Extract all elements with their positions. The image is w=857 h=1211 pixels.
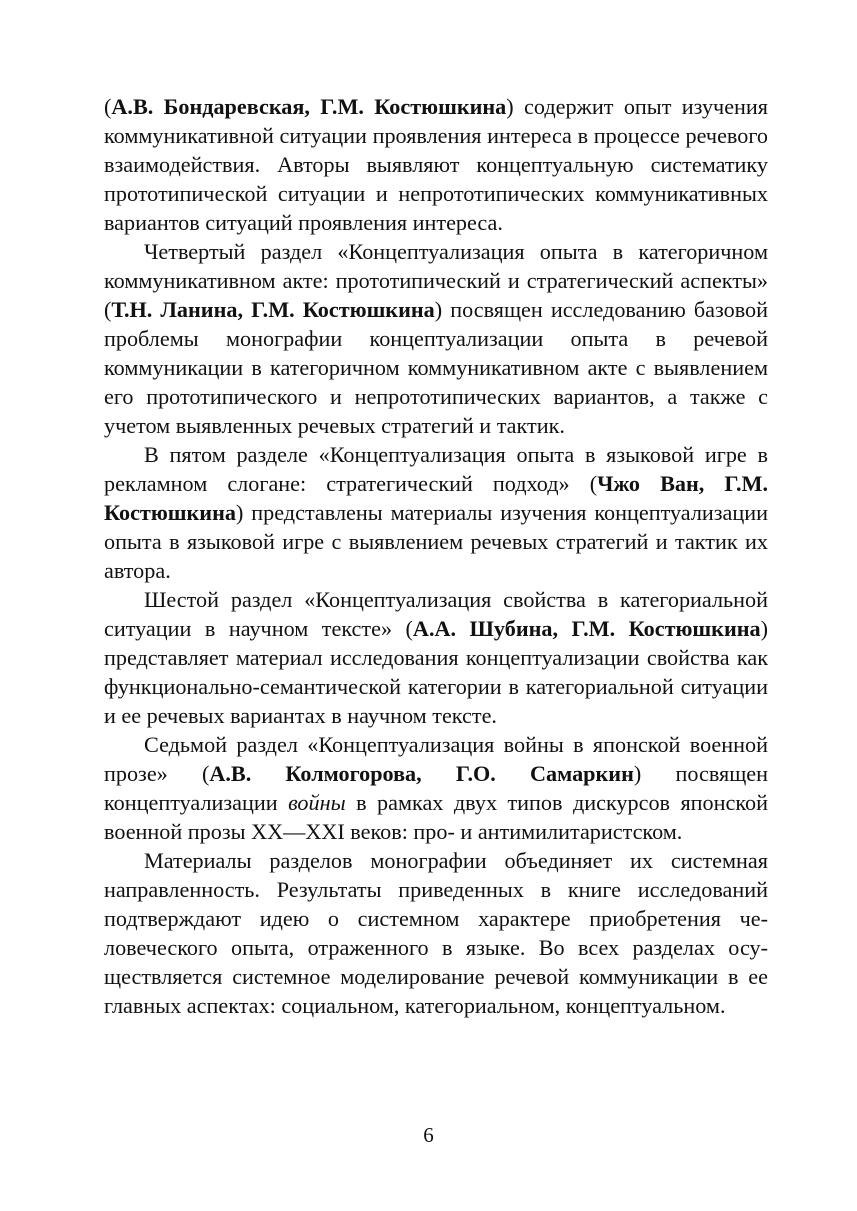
paragraph-5-authors: А.В. Колмогорова, Г.О. Самаркин xyxy=(209,761,634,786)
paragraph-1-authors: А.В. Бондаревская, Г.М. Костюшкина xyxy=(111,94,507,119)
paragraph-2-text-end: ) посвящен исследованию базовой проблемы монографии концептуализации опыта в речевой коммуникации в категоричном коммуникативном акте с выявлением его прототипического и непрототипических вариантов, а также с учетом выявленных речевых стратегий и тактик. xyxy=(104,297,768,438)
page-body xyxy=(104,92,768,1020)
paragraph-3-authors: Чжо Ван, Г.М. Костюшкина xyxy=(104,471,768,525)
paragraph-2-authors: Т.Н. Ланина, Г.М. Костюшкина xyxy=(111,297,435,322)
page-number: 6 xyxy=(423,1123,434,1147)
paragraph-5-italic-term: войны xyxy=(288,790,346,815)
paragraph-5 xyxy=(104,730,768,846)
paragraph-3-text-end: ) представлены материалы изучения концептуализации опыта в языковой игре с выявлением речевых стратегий и тактик их автора. xyxy=(104,500,768,583)
paragraph-4-authors: А.А. Шубина, Г.М. Костюшкина xyxy=(412,616,761,641)
paragraph-5-text-start: Седьмой раздел «Концептуализация войны в японской военной прозе» ( xyxy=(104,732,768,786)
paragraph-1-open: ( xyxy=(104,94,112,119)
paragraph-3-text-start: В пятом разделе «Концептуализация опыта в языковой игре в рекламном слогане: стратегический подход» ( xyxy=(104,442,768,496)
paragraph-4 xyxy=(104,585,768,730)
paragraph-4-text-start: Шестой раздел «Концептуализация свойства в категориальной ситуации в научном тексте» ( xyxy=(104,587,768,641)
paragraph-1 xyxy=(104,92,768,237)
paragraph-2 xyxy=(104,237,768,440)
paragraph-2-text-start: Четвертый раздел «Концептуализация опыта в категоричном коммуникативном акте: прототипический и стратегический аспекты» ( xyxy=(104,239,768,322)
paragraph-1-text: ) содержит опыт изучения коммуникативной ситуации проявления интереса в процессе речевого взаимодействия. Авторы выявляют концептуальную систематику прототипической ситуации и непрототипических коммуникативных вариантов ситуаций проявления интереса. xyxy=(104,94,768,235)
paragraph-4-text-end: ) представляет материал исследования концептуализации свойства как функционально-семантической категории в категориальной ситуации и ее речевых вариантах в научном тексте. xyxy=(104,616,768,728)
paragraph-5-text-end: в рамках двух типов дискурсов японской военной прозы XX—XXI веков: про- и антимилитаристском. xyxy=(104,790,768,844)
paragraph-5-text-middle: ) посвящен концептуализации xyxy=(104,761,769,815)
paragraph-3 xyxy=(104,440,768,585)
paragraph-6: Материалы разделов монографии объединяет их системная направленность. Результаты приведенных в книге исследований подтверждают идею о системном характере приобретения человеческого опыта, отраженного в языке. Во всех разделах осуществляется системное моделирование речевой коммуникации в ее главных аспектах: социальном, категориальном, концептуальном. xyxy=(104,848,768,1018)
